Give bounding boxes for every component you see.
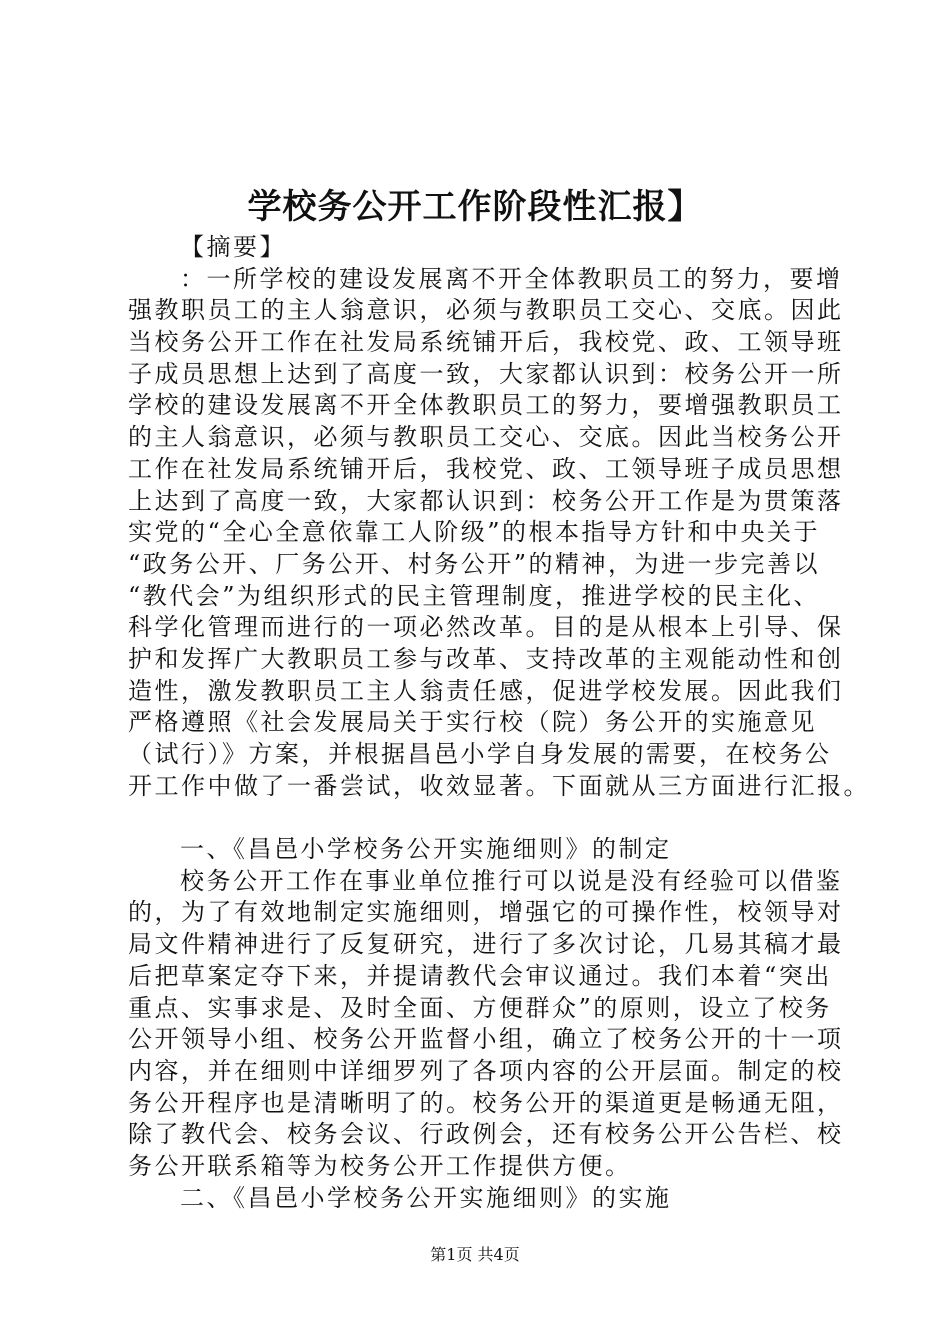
text-line: 造性，激发教职员工主人翁责任感，促进学校发展。因此我们 <box>128 676 844 705</box>
text-line: 局文件精神进行了反复研究，进行了多次讨论，几易其稿才最 <box>128 930 844 959</box>
text-line: ：一所学校的建设发展离不开全体教职员工的努力，要增 <box>180 264 843 293</box>
text-line: 严格遵照《社会发展局关于实行校（院）务公开的实施意见 <box>128 708 817 737</box>
text-line: 内容，并在细则中详细罗列了各项内容的公开层面。制定的校 <box>128 1056 844 1085</box>
paragraph-1 <box>128 264 870 803</box>
text-line: 强教职员工的主人翁意识，必须与教职员工交心、交底。因此 <box>128 296 844 325</box>
text-line: 重点、实事求是、及时全面、方便群众”的原则，设立了校务 <box>128 993 832 1022</box>
text-line: 工作在社发局系统铺开后，我校党、政、工领导班子成员思想 <box>128 454 844 483</box>
text-line: （试行）》方案，并根据昌邑小学自身发展的需要，在校务公 <box>128 740 832 768</box>
text-line: 的，为了有效地制定实施细则，增强它的可操作性，校领导对 <box>128 898 844 927</box>
text-line: 后把草案定夺下来，并提请教代会审议通过。我们本着“突出 <box>128 961 832 990</box>
document-title: 学校务公开工作阶段性汇报】 <box>247 187 703 227</box>
page-footer: 第1页 共4页 <box>430 1245 520 1264</box>
text-line: 的主人翁意识，必须与教职员工交心、交底。因此当校务公开 <box>128 423 844 452</box>
section-1-heading: 一、《昌邑小学校务公开实施细则》的制定 <box>180 835 672 864</box>
text-line: 实党的“全心全意依靠工人阶级”的根本指导方针和中央关于 <box>128 518 821 547</box>
text-line: 公开领导小组、校务公开监督小组，确立了校务公开的十一项 <box>128 1025 844 1054</box>
text-line: 科学化管理而进行的一项必然改革。目的是从根本上引导、保 <box>128 613 844 642</box>
text-line: 上达到了高度一致，大家都认识到：校务公开工作是为贯策落 <box>128 486 844 515</box>
text-line: 务公开程序也是清晰明了的。校务公开的渠道更是畅通无阻， <box>128 1088 844 1117</box>
document-body <box>128 232 870 1214</box>
paragraph-2 <box>128 866 844 1183</box>
text-line: “教代会”为组织形式的民主管理制度，推进学校的民主化、 <box>128 581 821 610</box>
text-line: 子成员思想上达到了高度一致，大家都认识到：校务公开一所 <box>128 359 844 388</box>
text-line: “政务公开、厂务公开、村务公开”的精神，为进一步完善以 <box>128 549 821 578</box>
text-line: 除了教代会、校务会议、行政例会，还有校务公开公告栏、校 <box>128 1120 844 1149</box>
text-line: 开工作中做了一番尝试，收效显著。下面就从三方面进行汇报。 <box>128 771 870 800</box>
abstract-label: 【摘要】 <box>180 233 286 261</box>
text-line: 当校务公开工作在社发局系统铺开后，我校党、政、工领导班 <box>128 328 844 357</box>
text-line: 校务公开工作在事业单位推行可以说是没有经验可以借鉴 <box>180 866 843 895</box>
text-line: 护和发挥广大教职员工参与改革、支持改革的主观能动性和创 <box>128 644 844 673</box>
section-2-heading: 二、《昌邑小学校务公开实施细则》的实施 <box>180 1183 672 1212</box>
text-line: 务公开联系箱等为校务公开工作提供方便。 <box>128 1151 632 1180</box>
paragraph-gap <box>128 802 828 834</box>
text-line: 学校的建设发展离不开全体教职员工的努力，要增强教职员工 <box>128 391 844 420</box>
